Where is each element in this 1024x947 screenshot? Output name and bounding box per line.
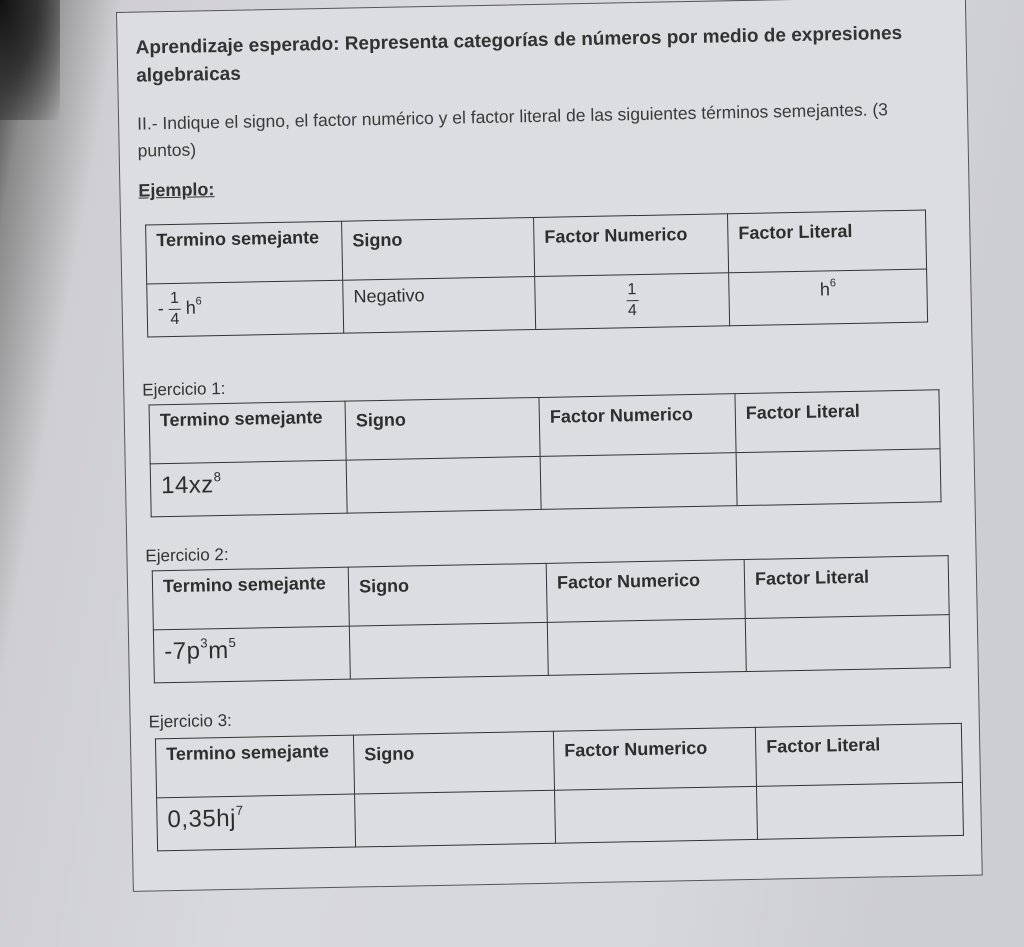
header-signo: Signo bbox=[348, 563, 547, 626]
exercise-1-label: Ejercicio 1: bbox=[142, 378, 226, 400]
example-signo-cell: Negativo bbox=[343, 277, 536, 334]
header-factor-literal: Factor Literal bbox=[735, 390, 940, 453]
header-factor-numerico: Factor Numerico bbox=[539, 394, 736, 457]
page-title: Aprendizaje esperado: Representa categorías de números por medio de expresiones algebraicas bbox=[135, 22, 903, 87]
exercise-2-table bbox=[152, 555, 951, 683]
header-factor-literal: Factor Literal bbox=[744, 556, 949, 619]
worksheet bbox=[116, 0, 983, 892]
exercise-3-signo-answer[interactable] bbox=[355, 790, 556, 847]
header-factor-numerico: Factor Numerico bbox=[546, 560, 745, 623]
exercise-2-term: $-7p^3m^5$ bbox=[153, 626, 350, 683]
header-factor-numerico: Factor Numerico bbox=[534, 214, 729, 277]
example-table bbox=[145, 209, 928, 337]
header-factor-literal: Factor Literal bbox=[755, 723, 962, 786]
example-term-fraction: $\frac{1}{4}$ bbox=[169, 289, 180, 329]
header-signo: Signo bbox=[345, 397, 540, 460]
example-term-sign: - bbox=[157, 298, 164, 319]
exercise-1-factor-numerico-answer[interactable] bbox=[540, 453, 737, 510]
exercise-3-label: Ejercicio 3: bbox=[148, 710, 232, 732]
header-factor-literal: Factor Literal bbox=[727, 210, 926, 273]
example-term-literal: $h^6$ bbox=[185, 295, 202, 318]
exercise-2-label: Ejercicio 2: bbox=[145, 544, 229, 566]
example-factor-numerico-cell: $\frac{1}{4}$ bbox=[535, 273, 730, 330]
header-termino: Termino semejante bbox=[155, 735, 354, 798]
header-factor-numerico: Factor Numerico bbox=[553, 727, 756, 790]
exercise-3-table bbox=[155, 723, 964, 851]
example-label: Ejemplo: bbox=[138, 179, 215, 201]
exercise-3-term: $0,35hj^7$ bbox=[157, 794, 356, 851]
header-termino: Termino semejante bbox=[146, 221, 343, 284]
exercise-1-signo-answer[interactable] bbox=[346, 456, 541, 513]
exercise-3-factor-numerico-answer[interactable] bbox=[555, 786, 758, 843]
header-signo: Signo bbox=[342, 218, 535, 281]
example-factor-literal-cell: $h^6$ bbox=[729, 269, 928, 326]
exercise-2-factor-literal-answer[interactable] bbox=[745, 615, 950, 672]
exercise-1-table bbox=[149, 389, 942, 517]
exercise-3-factor-literal-answer[interactable] bbox=[756, 782, 963, 839]
exercise-2-signo-answer[interactable] bbox=[349, 622, 548, 679]
header-signo: Signo bbox=[353, 731, 554, 794]
exercise-1-factor-literal-answer[interactable] bbox=[736, 449, 941, 506]
example-term-cell bbox=[147, 280, 344, 337]
header-termino: Termino semejante bbox=[152, 567, 349, 630]
exercise-1-term: $14xz^8$ bbox=[150, 460, 347, 517]
header-termino: Termino semejante bbox=[149, 401, 346, 464]
background-shadow bbox=[0, 0, 60, 120]
exercise-2-factor-numerico-answer[interactable] bbox=[547, 619, 746, 676]
instruction-text: II.- Indique el signo, el factor numérico y el factor literal de las siguientes términos semejantes. (3 puntos) bbox=[136, 99, 889, 161]
